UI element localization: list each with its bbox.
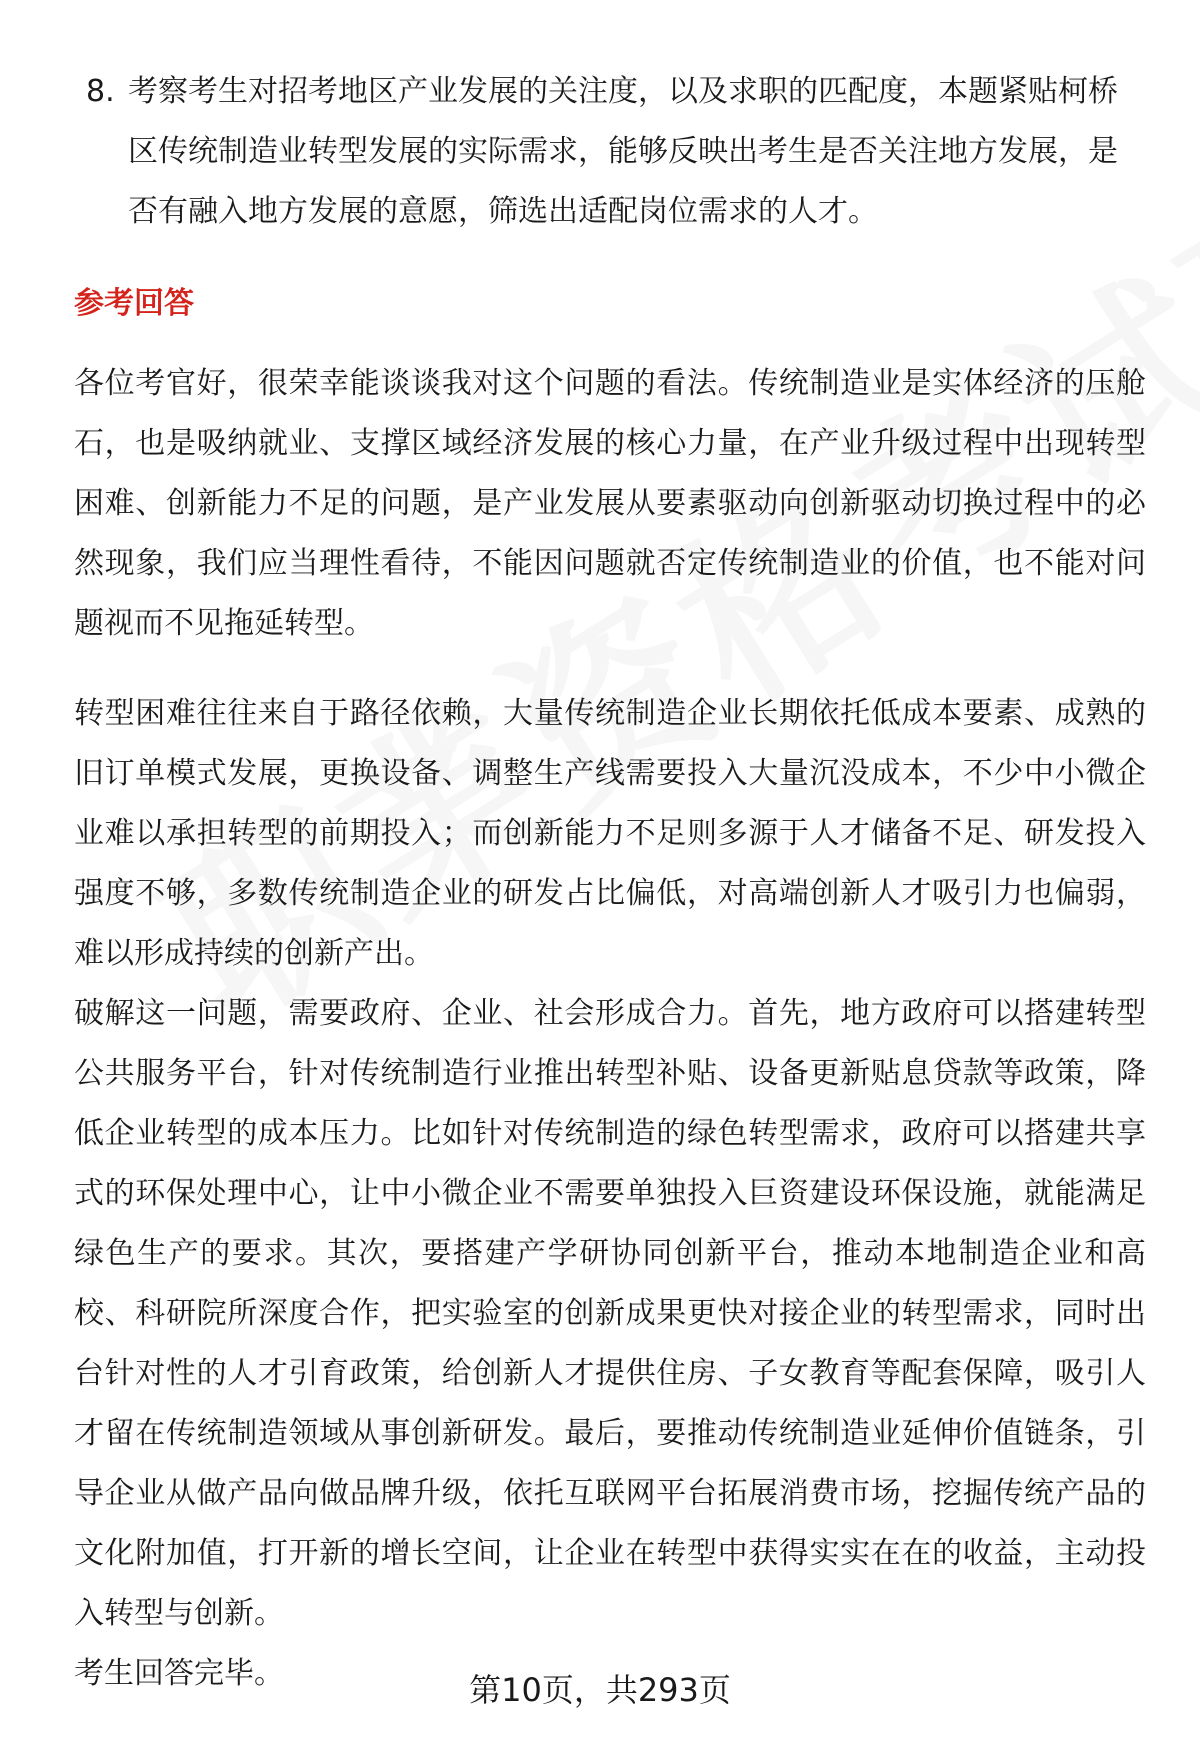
list-item-text: 考察考生对招考地区产业发展的关注度，以及求职的匹配度，本题紧贴柯桥区传统制造业转型发展的实际需求，能够反映出考生是否关注地方发展，是否有融入地方发展的意愿，筛选出适配岗位需求的人才。	[128, 74, 1118, 229]
section-title-reference-answer: 参考回答	[74, 286, 194, 321]
list-item-number: 8.	[86, 74, 115, 109]
page-content	[74, 62, 1146, 1704]
answer-paragraph-1: 各位考官好，很荣幸能谈谈我对这个问题的看法。传统制造业是实体经济的压舱石，也是吸纳就业、支撑区域经济发展的核心力量，在产业升级过程中出现转型困难、创新能力不足的问题，是产业发展从要素驱动向创新驱动切换过程中的必然现象，我们应当理性看待，不能因问题就否定传统制造业的价值，也不能对问题视而不见拖延转型。	[74, 366, 1146, 641]
list-item-8	[74, 62, 1146, 242]
answer-closing: 考生回答完毕。	[74, 1656, 284, 1691]
answer-paragraph-3: 破解这一问题，需要政府、企业、社会形成合力。首先，地方政府可以搭建转型公共服务平台，针对传统制造行业推出转型补贴、设备更新贴息贷款等政策，降低企业转型的成本压力。比如针对传统制造的绿色转型需求，政府可以搭建共享式的环保处理中心，让中小微企业不需要单独投入巨资建设环保设施，就能满足绿色生产的要求。其次，要搭建产学研协同创新平台，推动本地制造企业和高校、科研院所深度合作，把实验室的创新成果更快对接企业的转型需求，同时出台针对性的人才引育政策，给创新人才提供住房、子女教育等配套保障，吸引人才留在传统制造领域从事创新研发。最后，要推动传统制造业延伸价值链条，引导企业从做产品向做品牌升级，依托互联网平台拓展消费市场，挖掘传统产品的文化附加值，打开新的增长空间，让企业在转型中获得实实在在的收益，主动投入转型与创新。	[74, 996, 1146, 1631]
page-number-footer: 第10页，共293页	[469, 1671, 731, 1709]
answer-paragraph-2: 转型困难往往来自于路径依赖，大量传统制造企业长期依托低成本要素、成熟的旧订单模式发展，更换设备、调整生产线需要投入大量沉没成本，不少中小微企业难以承担转型的前期投入；而创新能力不足则多源于人才储备不足、研发投入强度不够，多数传统制造企业的研发占比偏低，对高端创新人才吸引力也偏弱，难以形成持续的创新产出。	[74, 696, 1146, 971]
